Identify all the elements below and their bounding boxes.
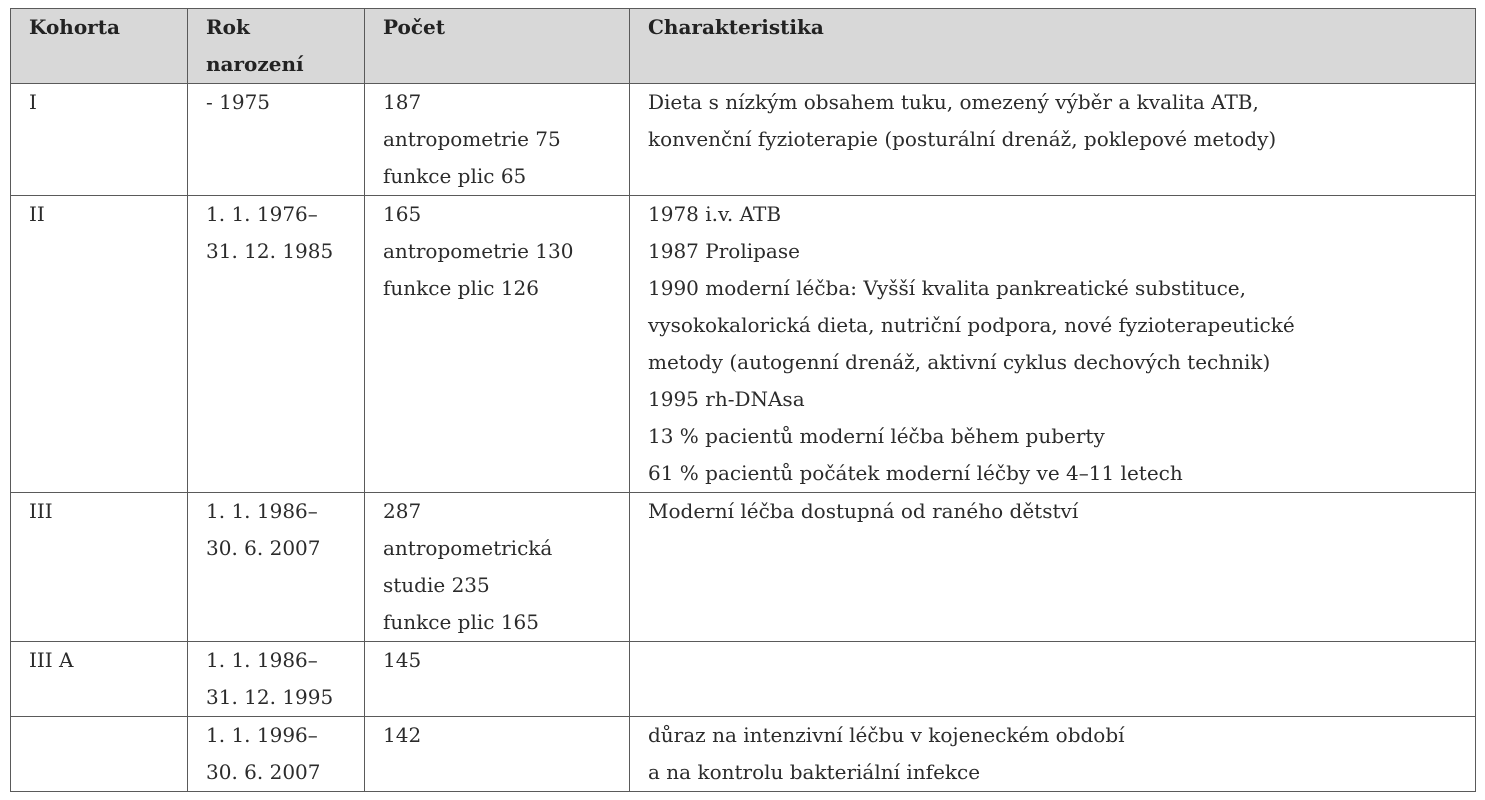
cell-line: 30. 6. 2007 — [206, 536, 321, 560]
cell-charakteristika — [630, 84, 1476, 196]
header-text: Kohorta — [29, 15, 120, 39]
cell-line: 145 — [383, 648, 422, 672]
cell-rok-narozeni — [188, 717, 365, 792]
cell-pocet — [365, 493, 630, 642]
cell-kohorta — [11, 493, 188, 642]
cell-line: důraz na intenzivní léčbu v kojeneckém období — [648, 723, 1125, 747]
header-text: Počet — [383, 15, 445, 39]
table-header — [11, 9, 1476, 84]
cell-line: 31. 12. 1985 — [206, 239, 334, 263]
cell-line: funkce plic 65 — [383, 164, 527, 188]
cell-line: funkce plic 126 — [383, 276, 540, 300]
cell-line: 13 % pacientů moderní léčba během puberty — [648, 424, 1105, 448]
cell-line: metody (autogenní drenáž, aktivní cyklus dechových technik) — [648, 350, 1271, 374]
table-row — [11, 717, 1476, 792]
table-body — [11, 84, 1476, 792]
header-text: narození — [206, 52, 304, 76]
cell-line: antropometrie 130 — [383, 239, 574, 263]
cell-kohorta — [11, 642, 188, 717]
cell-charakteristika — [630, 493, 1476, 642]
header-kohorta — [11, 9, 188, 84]
header-pocet — [365, 9, 630, 84]
cell-line: Moderní léčba dostupná od raného dětství — [648, 499, 1079, 523]
cell-line: III A — [29, 648, 74, 672]
cell-pocet — [365, 717, 630, 792]
table-row — [11, 196, 1476, 493]
table-row — [11, 84, 1476, 196]
cell-line: antropometrická — [383, 536, 553, 560]
cell-line: II — [29, 202, 45, 226]
cell-line: III — [29, 499, 53, 523]
cell-pocet — [365, 196, 630, 493]
cell-charakteristika — [630, 642, 1476, 717]
cell-line: 31. 12. 1995 — [206, 685, 334, 709]
cell-line: I — [29, 90, 37, 114]
cell-line: a na kontrolu bakteriální infekce — [648, 760, 981, 784]
table-row — [11, 493, 1476, 642]
cell-line: antropometrie 75 — [383, 127, 561, 151]
cell-kohorta — [11, 717, 188, 792]
cell-pocet — [365, 642, 630, 717]
cell-rok-narozeni — [188, 84, 365, 196]
header-charakteristika — [630, 9, 1476, 84]
cell-kohorta — [11, 84, 188, 196]
cell-line: 1995 rh-DNAsa — [648, 387, 805, 411]
cell-line: - 1975 — [206, 90, 271, 114]
cell-rok-narozeni — [188, 642, 365, 717]
cell-line: Dieta s nízkým obsahem tuku, omezený výběr a kvalita ATB, — [648, 90, 1259, 114]
cell-line: studie 235 — [383, 573, 490, 597]
header-row — [11, 9, 1476, 84]
header-text: Rok — [206, 15, 250, 39]
cell-line: 61 % pacientů počátek moderní léčby ve 4–11 letech — [648, 461, 1183, 485]
cell-line: 30. 6. 2007 — [206, 760, 321, 784]
header-text: Charakteristika — [648, 15, 824, 39]
cell-line: 1990 moderní léčba: Vyšší kvalita pankreatické substituce, — [648, 276, 1246, 300]
cell-line: 1987 Prolipase — [648, 239, 800, 263]
cell-line: 1978 i.v. ATB — [648, 202, 782, 226]
cell-line: 287 — [383, 499, 422, 523]
cell-charakteristika — [630, 196, 1476, 493]
cell-line: 1. 1. 1986– — [206, 648, 318, 672]
cell-rok-narozeni — [188, 196, 365, 493]
cell-line: vysokokalorická dieta, nutriční podpora, nové fyzioterapeutické — [648, 313, 1295, 337]
cell-pocet — [365, 84, 630, 196]
cell-rok-narozeni — [188, 493, 365, 642]
cell-line: 1. 1. 1986– — [206, 499, 318, 523]
cell-charakteristika — [630, 717, 1476, 792]
cell-line: funkce plic 165 — [383, 610, 540, 634]
cell-line: 1. 1. 1996– — [206, 723, 318, 747]
cell-line: konvenční fyzioterapie (posturální drenáž, poklepové metody) — [648, 127, 1277, 151]
cell-line: 187 — [383, 90, 422, 114]
cohort-table — [10, 8, 1476, 792]
table-row — [11, 642, 1476, 717]
cell-line: 1. 1. 1976– — [206, 202, 318, 226]
header-rok-narozeni — [188, 9, 365, 84]
cell-line: 142 — [383, 723, 422, 747]
cell-kohorta — [11, 196, 188, 493]
cell-line: 165 — [383, 202, 422, 226]
